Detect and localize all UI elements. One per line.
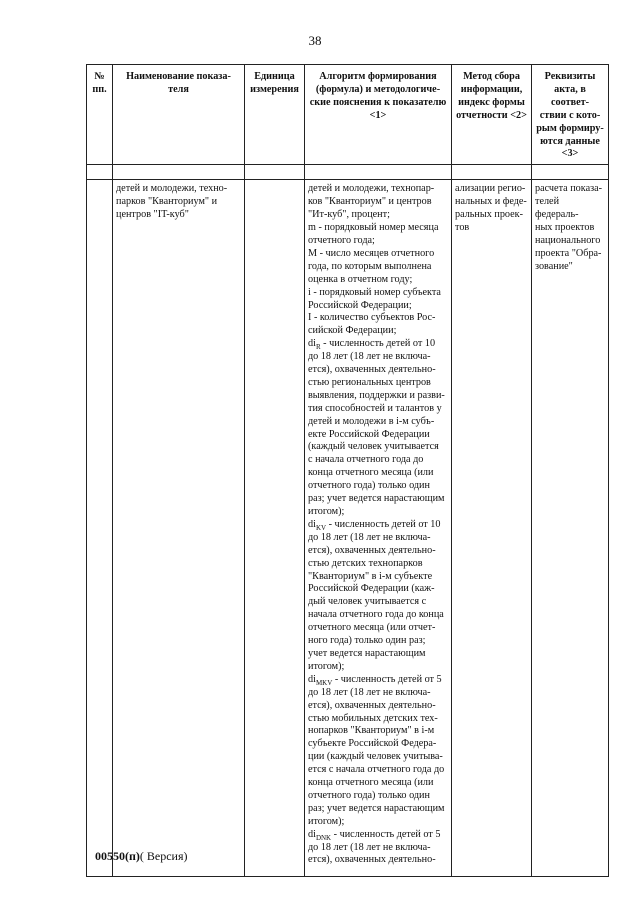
text-line: "Кванториум" в i-м субъекте <box>308 570 433 582</box>
text-line: центров "IT-куб" <box>116 209 189 221</box>
text-line: Российской Федерации (каж- <box>308 583 435 595</box>
header-line: рым формиру- <box>536 122 604 134</box>
text-line: раз; учет ведется нарастающим <box>308 802 445 814</box>
text-line: ции (каждый человек учитыва- <box>308 751 443 763</box>
cell-method <box>452 180 532 877</box>
text-line: до 18 лет (18 лет не включа- <box>308 351 431 363</box>
spacer-row <box>87 165 609 180</box>
text-line: расчета показа- <box>535 183 603 195</box>
text-line: екте Российской Федерации <box>308 428 430 440</box>
text-line: оценка в отчетном году; <box>308 273 413 285</box>
header-line: Метод сбора <box>463 71 520 82</box>
text-line: учет ведется нарастающим <box>308 647 426 659</box>
text-line: ков "Кванториум" и центров <box>308 196 432 208</box>
text-line: отчетного года) только один <box>308 789 430 801</box>
header-requisites <box>532 65 609 165</box>
header-line: <3> <box>561 148 579 160</box>
text-line: стью детских технопарков <box>308 557 423 569</box>
header-unit <box>245 65 305 165</box>
text-line: $di_R$ - численность детей от 10 <box>308 338 436 352</box>
text-line: отчетного месяца (или отчет- <box>308 622 436 634</box>
text-line: $di_{MKV}$ - численность детей от 5 <box>308 673 442 687</box>
cell-num <box>87 180 113 877</box>
text-line: $di_{DNK}$ - численность детей от 5 <box>308 828 441 842</box>
text-line: ется), охваченных деятельно- <box>308 699 436 711</box>
text-line: (каждый человек учитывается <box>308 441 439 453</box>
text-line: зование" <box>535 260 573 272</box>
header-algorithm <box>305 65 452 165</box>
text-line: тия способностей и талантов у <box>308 402 442 414</box>
text-line: стью региональных центров <box>308 376 431 388</box>
text-line: i - порядковый номер субъекта <box>308 286 441 298</box>
header-line: (формула) и методологиче- <box>315 83 441 95</box>
text-line: "Ит-куб", процент; <box>308 209 390 221</box>
text-line: детей и молодежи, техно- <box>116 183 228 195</box>
text-line: Российской Федерации; <box>308 299 412 311</box>
header-line: информации, <box>460 83 523 95</box>
header-line: измерения <box>250 83 299 95</box>
indicator-table <box>86 64 609 877</box>
text-line: итогом); <box>308 506 345 517</box>
header-num <box>87 65 113 165</box>
text-line: до 18 лет (18 лет не включа- <box>308 841 431 853</box>
text-line: до 18 лет (18 лет не включа- <box>308 686 431 698</box>
header-method <box>452 65 532 165</box>
header-line: Алгоритм формирования <box>319 71 437 82</box>
text-line: до 18 лет (18 лет не включа- <box>308 531 431 543</box>
text-line: m - порядковый номер месяца <box>308 222 439 234</box>
text-line: субъекте Российской Федера- <box>308 738 437 750</box>
text-line: детей и молодежи, технопар- <box>308 183 435 195</box>
header-line: ские пояснения к показателю <box>309 96 447 108</box>
text-line: нальных и феде- <box>455 196 527 208</box>
text-line: ализации регио- <box>455 183 526 195</box>
header-line: акта, в соответ- <box>551 83 589 108</box>
document-version: ( Версия) <box>139 849 188 863</box>
text-line: ральных проек- <box>455 209 523 221</box>
text-line: начала отчетного года до конца <box>308 609 444 621</box>
header-line: индекс формы <box>458 96 525 108</box>
header-line: Реквизиты <box>544 71 596 82</box>
header-line: Единица <box>254 71 295 82</box>
text-line: нопарков "Кванториум" в i-м <box>308 725 435 737</box>
header-line: пп. <box>92 83 107 95</box>
header-row <box>87 65 609 165</box>
header-line: отчетности <2> <box>456 109 527 121</box>
text-line: телей федераль- <box>535 196 579 221</box>
text-line: ется с начала отчетного года до <box>308 764 445 776</box>
page-number: 38 <box>308 33 322 48</box>
text-line: ется), охваченных деятельно- <box>308 854 436 866</box>
cell-requisites <box>532 180 609 877</box>
text-line: ется), охваченных деятельно- <box>308 544 436 556</box>
text-line: отчетного года; <box>308 234 375 246</box>
cell-name <box>113 180 245 877</box>
header-line: ствии с кото- <box>539 109 601 121</box>
text-line: сийской Федерации; <box>308 325 397 337</box>
header-line: ются данные <box>540 135 600 147</box>
text-line: конца отчетного месяца (или <box>308 467 434 479</box>
header-line: Наименование показа- <box>126 71 231 82</box>
text-line: проекта "Обра- <box>535 247 602 259</box>
text-line: с начала отчетного года до <box>308 454 424 466</box>
text-line: года, по которым выполнена <box>308 260 432 272</box>
text-line: отчетного года) только один <box>308 480 430 492</box>
text-line: ных проектов <box>535 222 595 234</box>
text-line: национального <box>535 234 601 246</box>
text-line: выявления, поддержки и разви- <box>308 389 445 401</box>
document-code-id: 00550(п) <box>95 849 140 863</box>
header-line: теля <box>168 83 189 95</box>
text-line: M - число месяцев отчетного <box>308 247 435 259</box>
text-line: тов <box>455 222 470 234</box>
cell-algorithm <box>305 180 452 877</box>
text-line: итогом); <box>308 815 345 827</box>
header-line: <1> <box>369 109 387 121</box>
text-line: парков "Кванториум" и <box>116 196 218 208</box>
header-line: № <box>94 71 105 82</box>
text-line: ного года) только один раз; <box>308 635 426 647</box>
cell-unit <box>245 180 305 877</box>
text-line: дый человек учитывается с <box>308 596 427 608</box>
text-line: $di_{KV}$ - численность детей от 10 <box>308 518 441 532</box>
text-line: ется), охваченных деятельно- <box>308 364 436 376</box>
document-code <box>95 849 188 864</box>
header-name <box>113 65 245 165</box>
text-line: I - количество субъектов Рос- <box>308 312 436 324</box>
text-line: конца отчетного месяца (или <box>308 777 434 789</box>
text-line: детей и молодежи в i-м субъ- <box>308 415 435 427</box>
table-row <box>87 180 609 877</box>
text-line: раз; учет ведется нарастающим <box>308 493 445 505</box>
text-line: стью мобильных детских тех- <box>308 712 438 724</box>
text-line: итогом); <box>308 660 345 672</box>
